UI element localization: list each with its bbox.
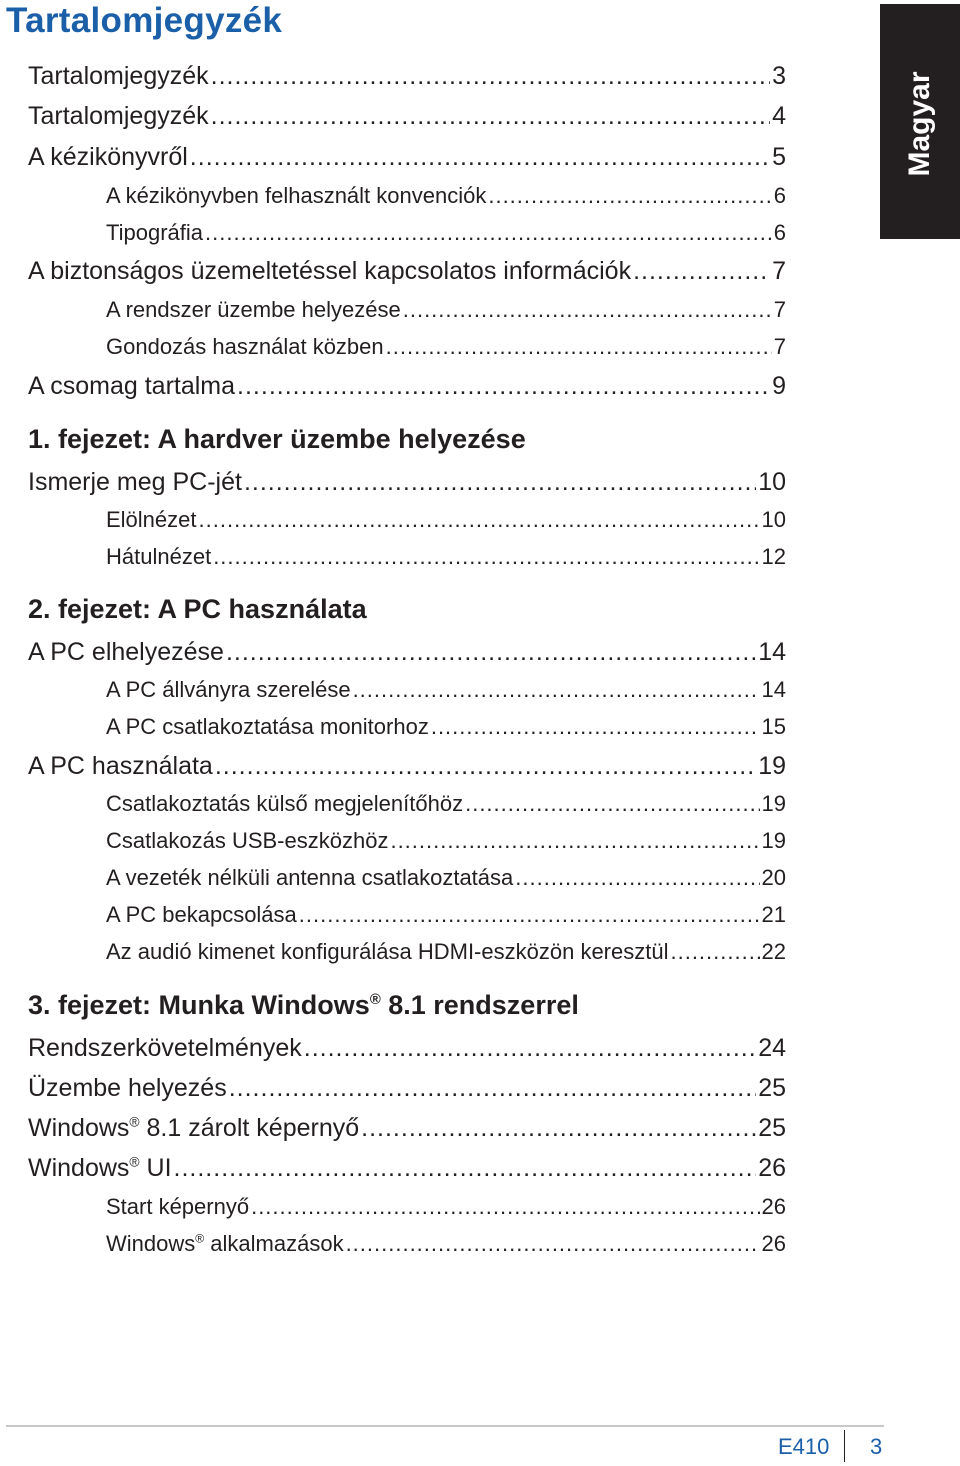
language-tab-label: Magyar bbox=[903, 71, 936, 177]
toc-entry[interactable]: A biztonságos üzemeltetéssel kapcsolatos információk ..... 7 bbox=[28, 257, 786, 286]
toc-entry[interactable]: Windows® UI ..... 26 bbox=[28, 1154, 786, 1183]
toc-subentry[interactable]: Tipográfia ..... 6 bbox=[106, 220, 786, 246]
toc-entry[interactable]: A csomag tartalma ..... 9 bbox=[28, 372, 786, 401]
toc-subentry[interactable]: Csatlakozás USB-eszközhöz ..... 19 bbox=[106, 828, 786, 854]
page-number: 3 bbox=[870, 1434, 883, 1459]
toc-entry[interactable]: Rendszerkövetelmények ..... 24 bbox=[28, 1034, 786, 1063]
toc-subentry[interactable]: A PC állványra szerelése ..... 14 bbox=[106, 677, 786, 703]
footer-divider bbox=[6, 1425, 884, 1427]
page-title: Tartalomjegyzék bbox=[6, 1, 283, 40]
toc-subentry[interactable]: Csatlakoztatás külső megjelenítőhöz ..... 19 bbox=[106, 791, 786, 817]
toc-entry[interactable]: Windows® 8.1 zárolt képernyő ..... 25 bbox=[28, 1114, 786, 1143]
toc-subentry[interactable]: A vezeték nélküli antenna csatlakoztatása ..... 20 bbox=[106, 865, 786, 891]
toc-entry[interactable]: A PC használata ..... 19 bbox=[28, 752, 786, 781]
chapter-heading: 3. fejezet: Munka Windows® 8.1 rendszerrel bbox=[28, 990, 579, 1020]
footer-separator bbox=[844, 1430, 845, 1462]
toc-entry[interactable]: A PC elhelyezése ..... 14 bbox=[28, 638, 786, 667]
toc-subentry[interactable]: Az audió kimenet konfigurálása HDMI-eszközön keresztül ..... 22 bbox=[106, 939, 786, 965]
footer-model: E410 bbox=[778, 1434, 830, 1459]
toc-subentry[interactable]: Start képernyő ..... 26 bbox=[106, 1194, 786, 1220]
toc-subentry[interactable]: Hátulnézet ..... 12 bbox=[106, 544, 786, 570]
toc-subentry[interactable]: A kézikönyvben felhasznált konvenciók ..... 6 bbox=[106, 183, 786, 209]
toc-entry[interactable]: Ismerje meg PC-jét ..... 10 bbox=[28, 468, 786, 497]
language-tab bbox=[880, 4, 960, 239]
toc-entry[interactable]: Tartalomjegyzék ..... 3 bbox=[28, 62, 786, 91]
toc-entry[interactable]: Tartalomjegyzék ..... 4 bbox=[28, 102, 786, 131]
toc-entry[interactable]: Üzembe helyezés ..... 25 bbox=[28, 1074, 786, 1103]
toc-subentry[interactable]: A PC csatlakoztatása monitorhoz ..... 15 bbox=[106, 714, 786, 740]
toc-subentry[interactable]: Gondozás használat közben ..... 7 bbox=[106, 334, 786, 360]
toc-subentry[interactable]: A rendszer üzembe helyezése ..... 7 bbox=[106, 297, 786, 323]
chapter-heading: 2. fejezet: A PC használata bbox=[28, 594, 367, 624]
toc-subentry[interactable]: Windows® alkalmazások ..... 26 bbox=[106, 1231, 786, 1257]
toc-subentry[interactable]: A PC bekapcsolása ..... 21 bbox=[106, 902, 786, 928]
toc-subentry[interactable]: Elölnézet ..... 10 bbox=[106, 507, 786, 533]
chapter-heading: 1. fejezet: A hardver üzembe helyezése bbox=[28, 424, 526, 454]
toc-entry[interactable]: A kézikönyvről ..... 5 bbox=[28, 143, 786, 172]
